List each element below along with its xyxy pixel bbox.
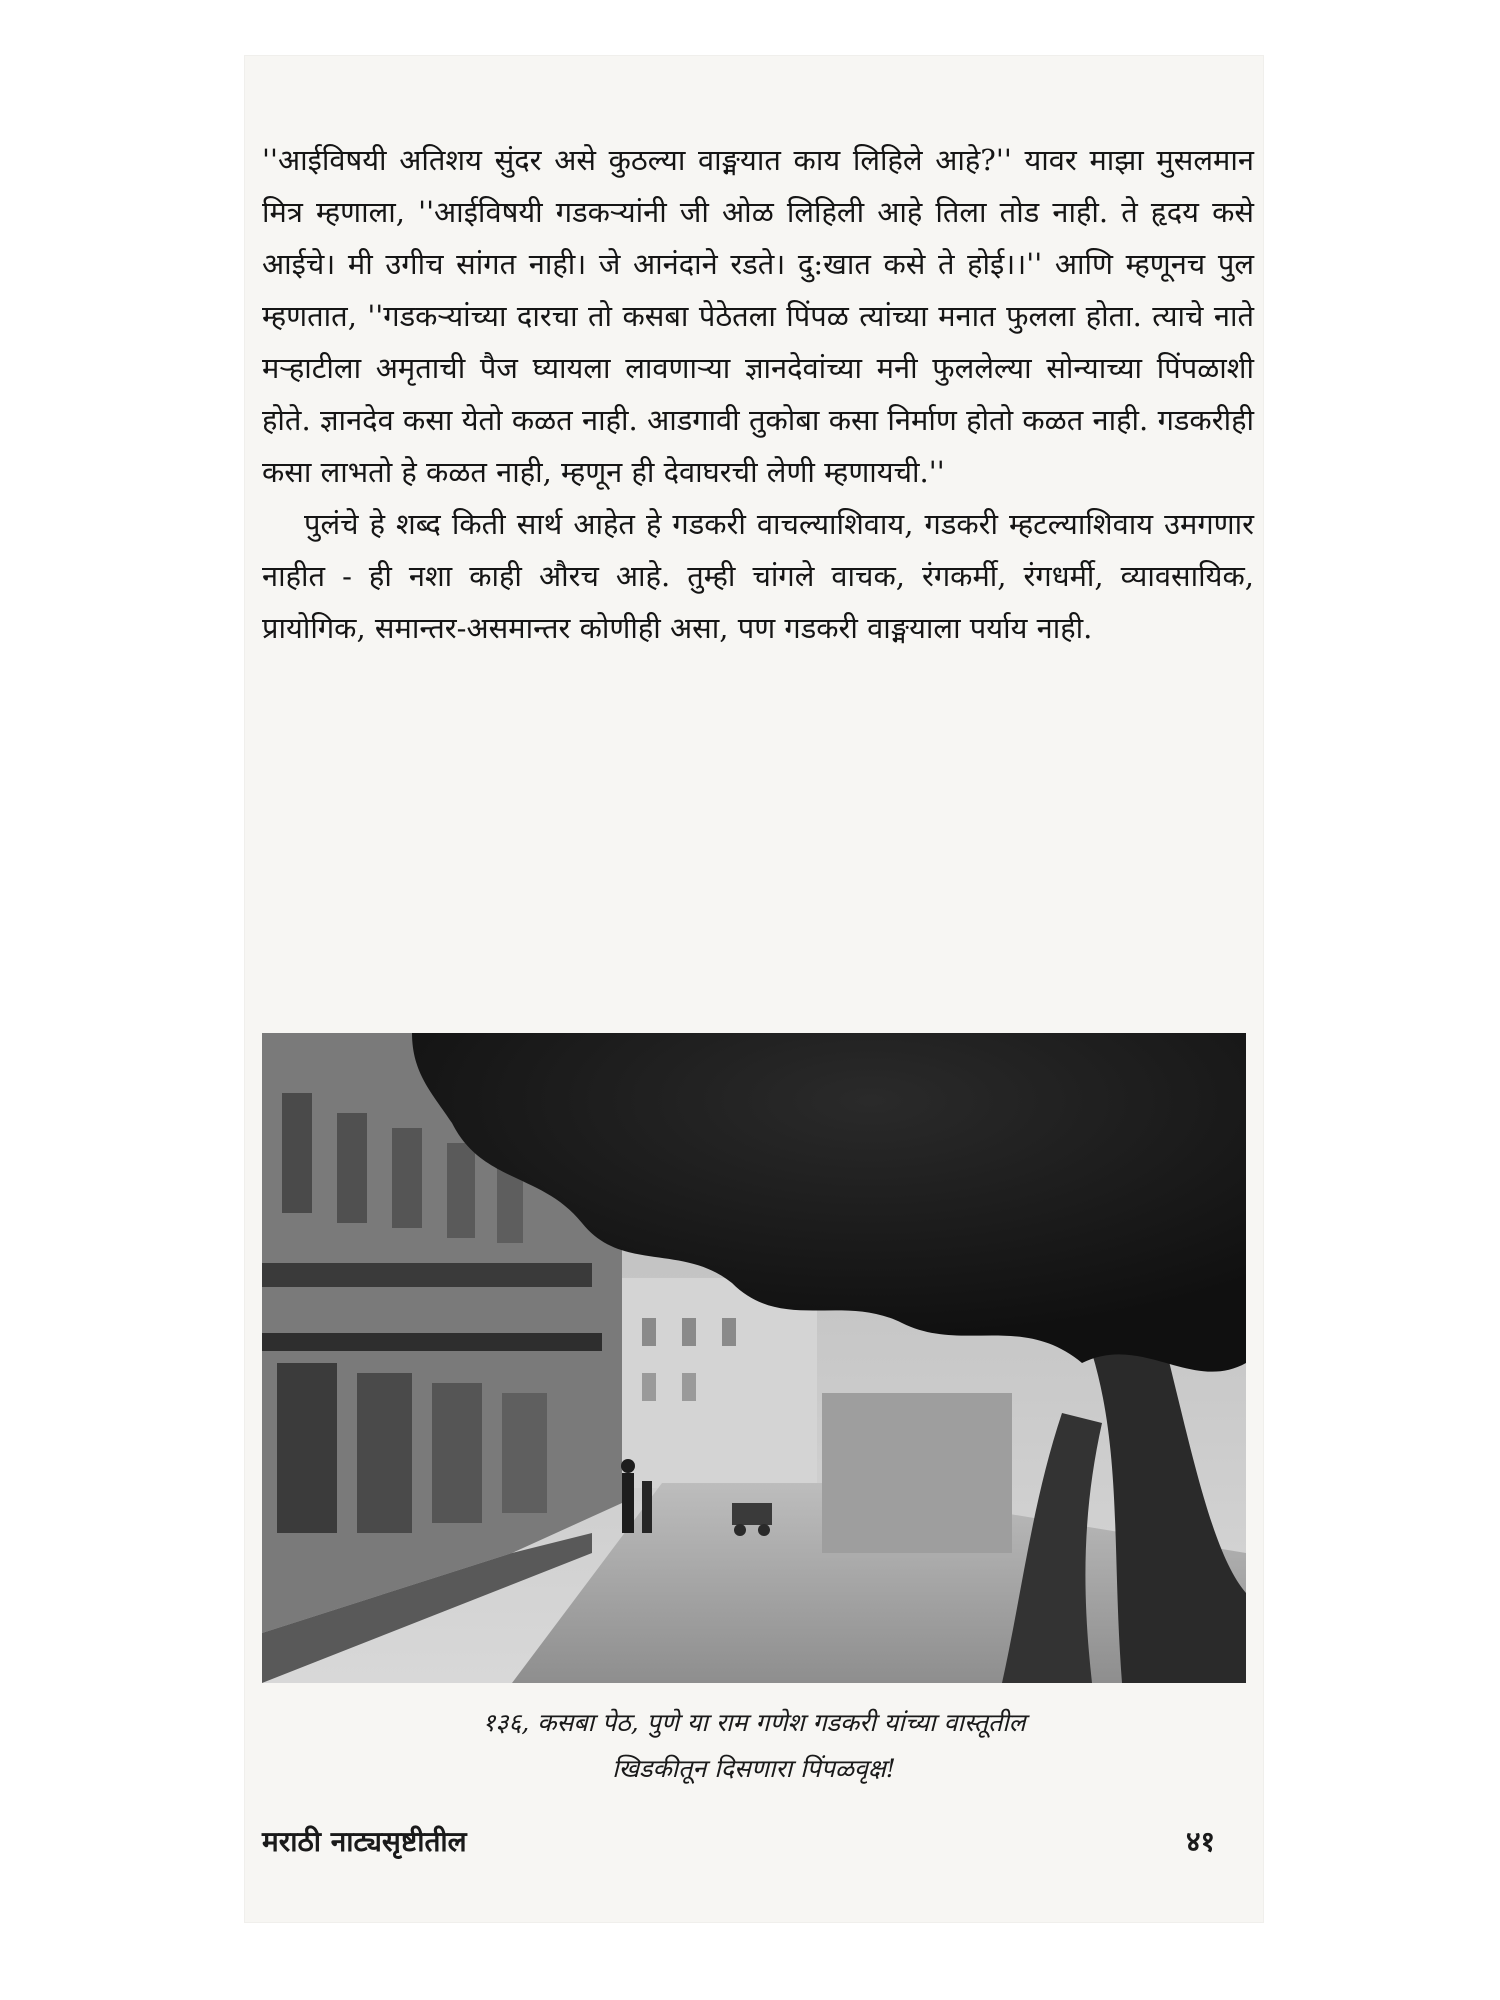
page-number: ४१ bbox=[1186, 1825, 1216, 1858]
paragraph-conclusion: पुलंचे हे शब्द किती सार्थ आहेत हे गडकरी वाचल्याशिवाय, गडकरी म्हटल्याशिवाय उमगणार नाहीत - ही नशा काही औरच आहे. तुम्ही चांगले वाचक, रंगकर्मी, रंगधर्मी, व्यावसायिक, प्रायोगिक, समान्तर-असमान्तर कोणीही असा, पण गडकरी वाङ्मयाला पर्याय नाही. bbox=[262, 507, 1254, 645]
caption-line-2: खिडकीतून दिसणारा पिंपळवृक्ष! bbox=[612, 1754, 896, 1783]
caption-line-1: १३६, कसबा पेठ, पुणे या राम गणेश गडकरी यांच्या वास्तूतील bbox=[482, 1708, 1026, 1737]
paragraph-quote: ''आईविषयी अतिशय सुंदर असे कुठल्या वाङ्मयात काय लिहिले आहे?'' यावर माझा मुसलमान मित्र म्हणाला, ''आईविषयी गडकऱ्यांनी जी ओळ लिहिली आहे तिला तोड नाही. ते हृदय कसे आईचे। मी उगीच सांगत नाही। जे आनंदाने रडते। दु:खात कसे ते होई।।'' आणि म्हणूनच पुल म्हणतात, ''गडकऱ्यांच्या दारचा तो कसबा पेठेतला पिंपळ त्यांच्या मनात फुलला होता. त्याचे नाते मऱ्हाटीला अमृताची पैज घ्यायला लावणाऱ्या ज्ञानदेवांच्या मनी फुललेल्या सोन्याच्या पिंपळाशी होते. ज्ञानदेव कसा येतो कळत नाही. आडगावी तुकोबा कसा निर्माण होतो कळत नाही. गडकरीही कसा लाभतो हे कळत नाही, म्हणून ही देवाघरची लेणी म्हणायची.'' bbox=[262, 143, 1254, 489]
photo-caption bbox=[262, 1700, 1246, 1792]
body-text bbox=[262, 134, 1254, 654]
street-photograph bbox=[262, 1033, 1246, 1683]
footer-title: मराठी नाट्यसृष्टीतील bbox=[262, 1825, 467, 1858]
